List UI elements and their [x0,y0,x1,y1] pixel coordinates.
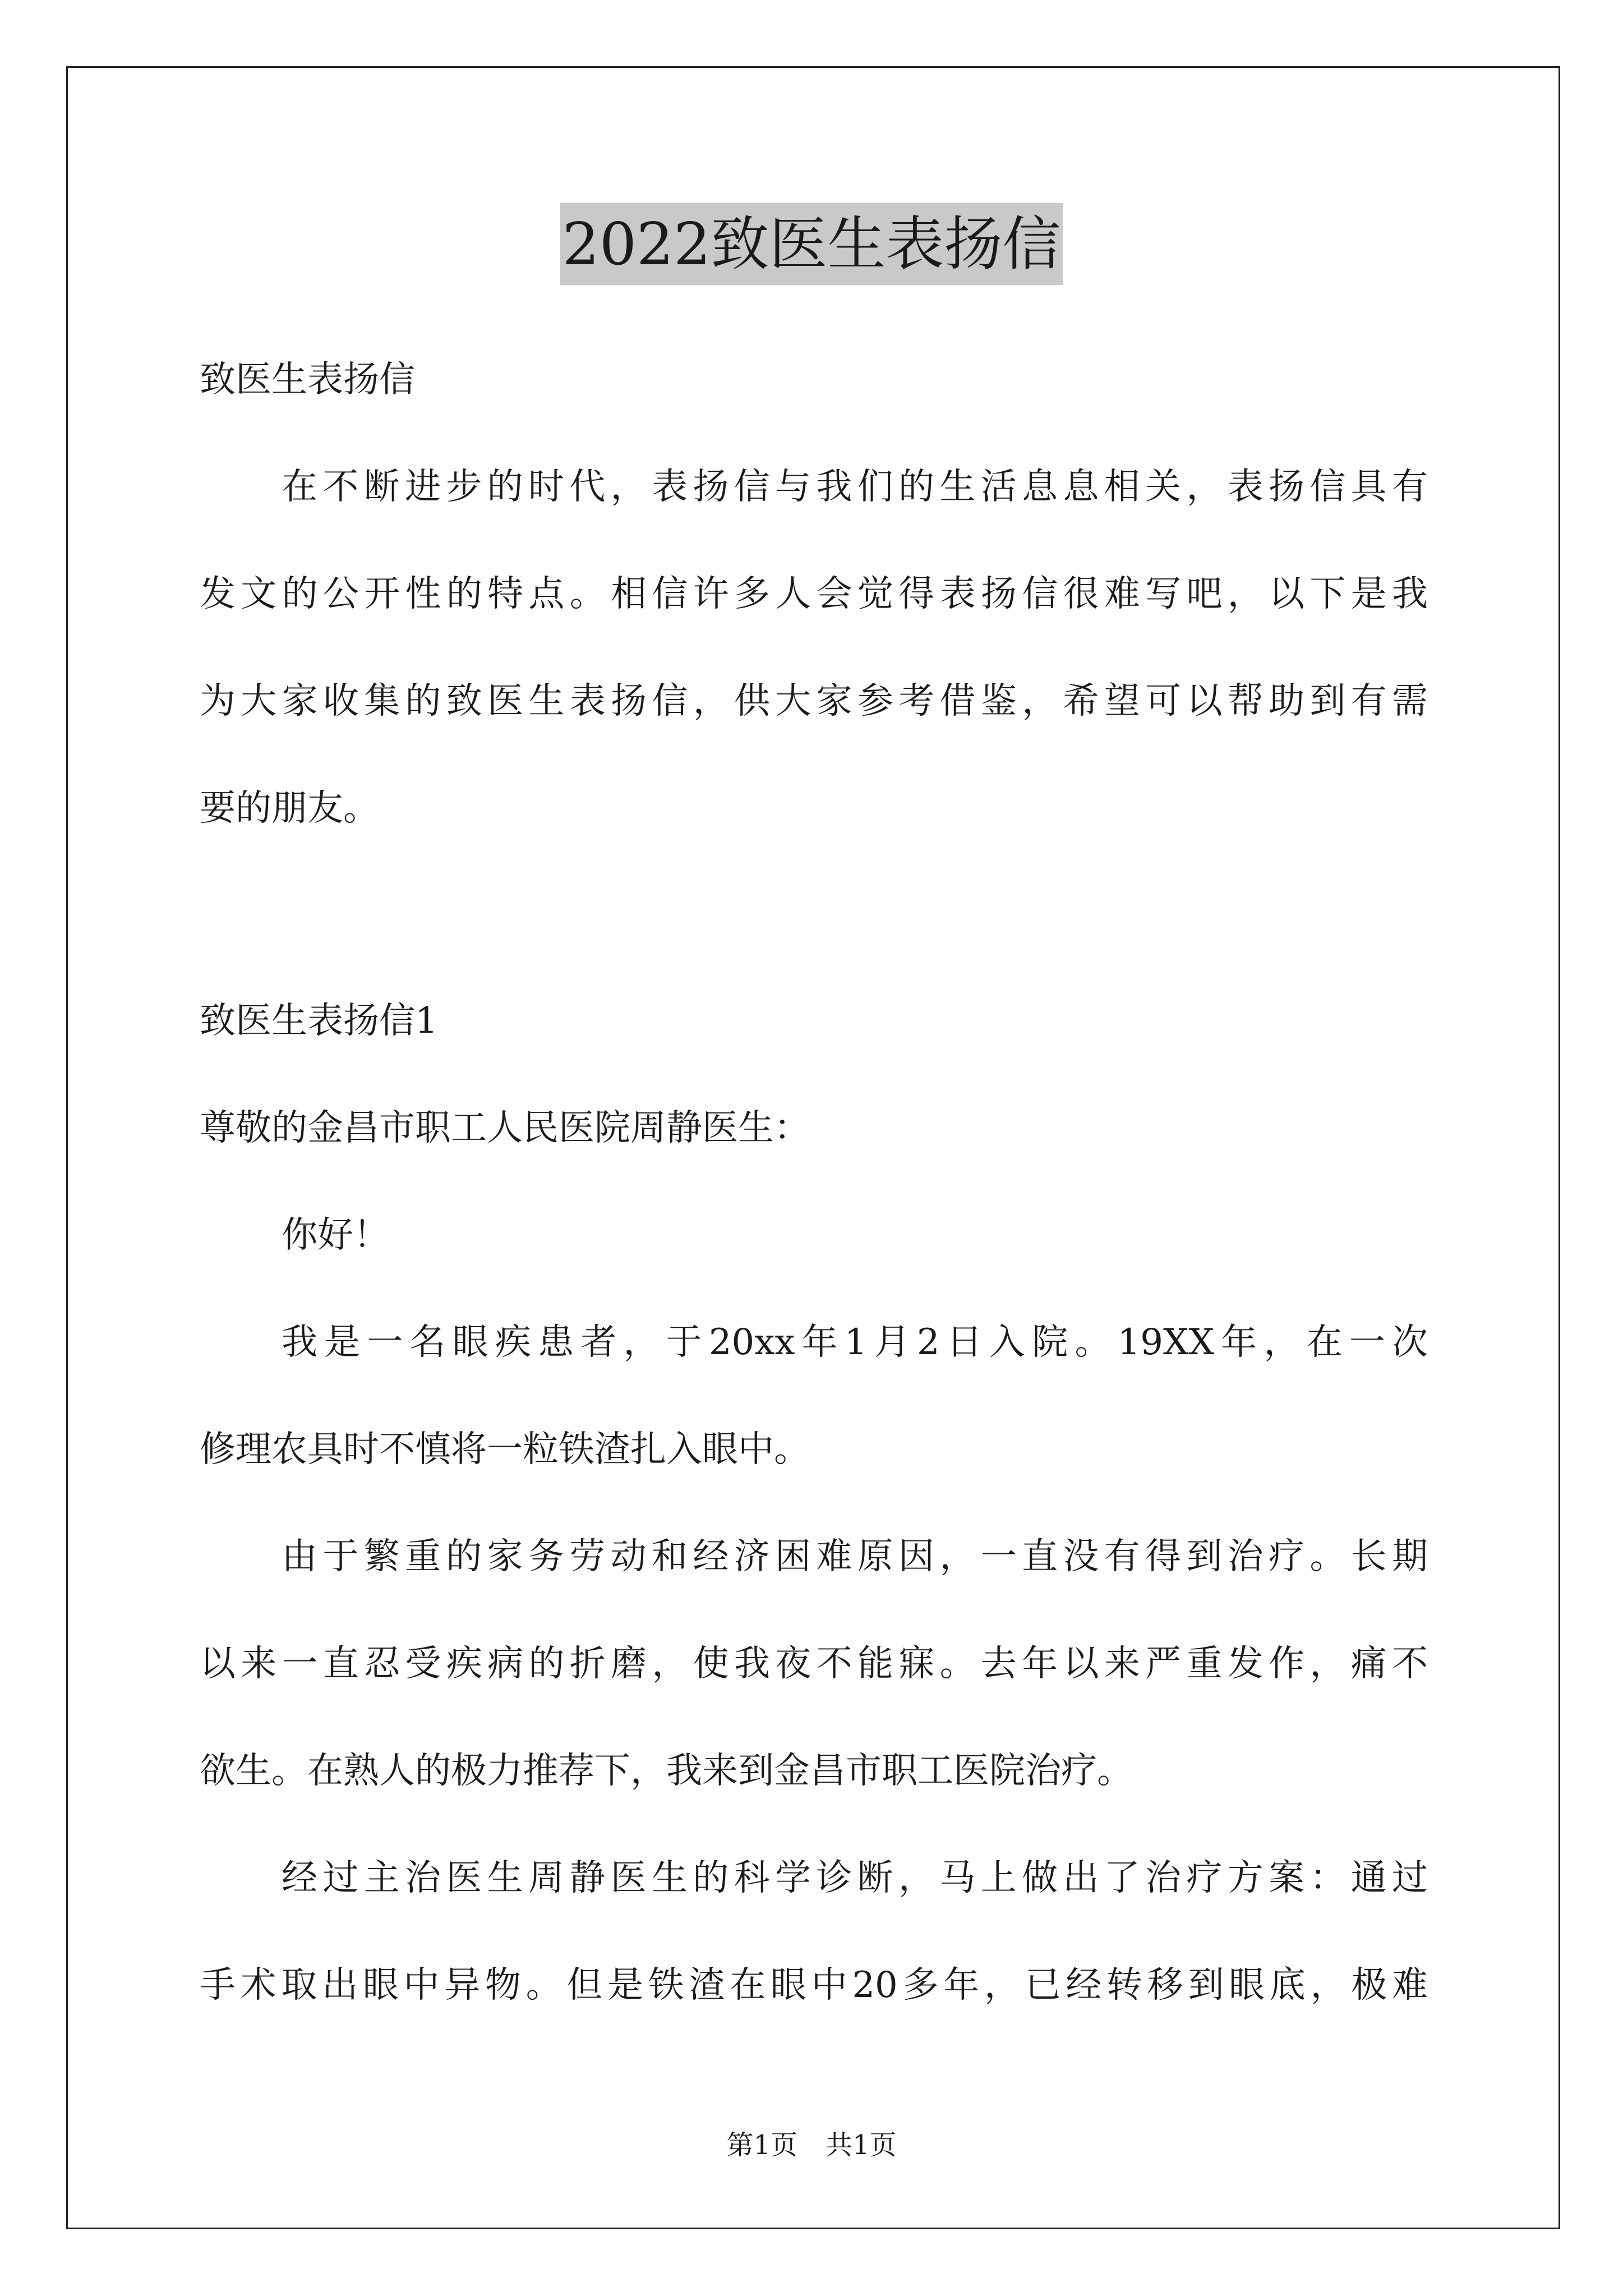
page-footer [0,2128,1623,2162]
paragraph-line: 由于繁重的家务劳动和经济困难原因，一直没有得到治疗。长期 [282,1536,1428,1577]
page-number-total: 共1页 [826,2129,897,2161]
salutation: 尊敬的金昌市职工人民医院周静医生： [200,1107,810,1149]
paragraph-line: 在不断进步的时代，表扬信与我们的生活息息相关，表扬信具有 [282,466,1428,508]
title-container [0,203,1623,285]
paragraph-line: 修理农具时不慎将一粒铁渣扎入眼中。 [200,1429,810,1470]
paragraph-line: 我是一名眼疾患者，于20xx年1月2日入院。19XX年，在一次 [282,1322,1428,1363]
paragraph-line: 经过主治医生周静医生的科学诊断，马上做出了治疗方案：通过 [282,1857,1428,1899]
paragraph-line: 发文的公开性的特点。相信许多人会觉得表扬信很难写吧，以下是我 [200,573,1428,615]
section-heading: 致医生表扬信1 [200,1000,438,1042]
page-number-current: 第1页 [726,2129,797,2161]
paragraph-line: 为大家收集的致医生表扬信，供大家参考借鉴，希望可以帮助到有需 [200,680,1428,722]
paragraph-line: 欲生。在熟人的极力推荐下，我来到金昌市职工医院治疗。 [200,1750,1133,1792]
greeting: 你好！ [282,1214,389,1256]
paragraph-line: 手术取出眼中异物。但是铁渣在眼中20多年，已经转移到眼底，极难 [200,1964,1428,2006]
document-title: 2022致医生表扬信 [560,203,1063,285]
paragraph-line: 以来一直忍受疾病的折磨，使我夜不能寐。去年以来严重发作，痛不 [200,1643,1428,1685]
section-heading: 致医生表扬信 [200,359,415,401]
paragraph-line: 要的朋友。 [200,788,379,829]
